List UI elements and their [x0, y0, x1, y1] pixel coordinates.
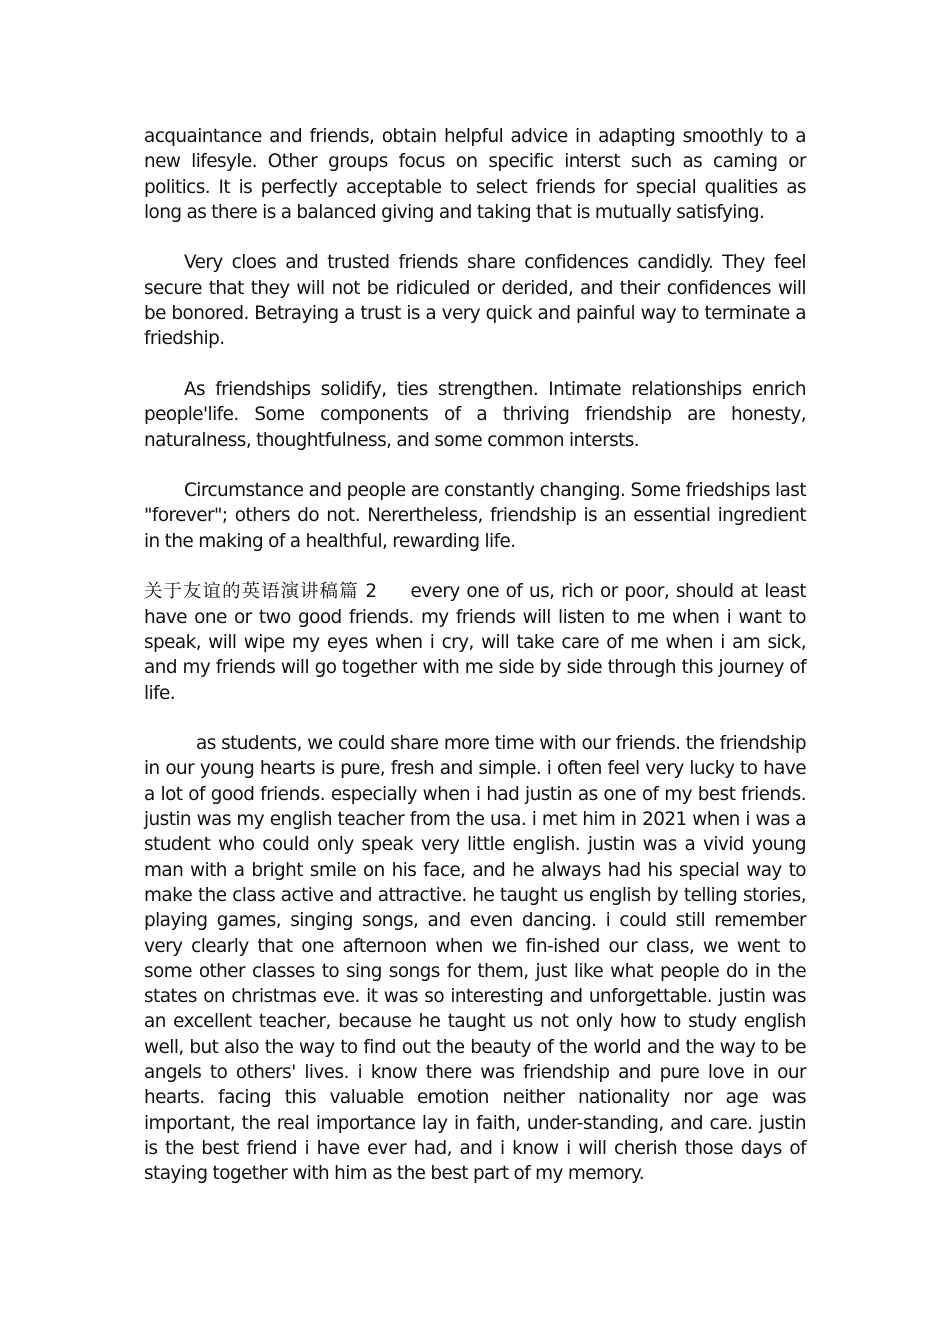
- paragraph-circumstance: Circumstance and people are constantly changing. Some friedships last "forever"; others do not. Nerertheless, friendship is an essential ingredient in the making of a healthful, rewarding life.: [144, 480, 806, 552]
- section-2-heading: 关于友谊的英语演讲稿篇 2: [144, 581, 377, 603]
- document-page: [144, 124, 806, 1212]
- section-2-body-paragraph: as students, we could share more time with our friends. the friendship in our young hearts is pure, fresh and simple. i often feel very lucky to have a lot of good friends. especially when i had justin as one of my best friends. justin was my english teacher from the usa. i met him in 2021 when i was a student who could only speak very little english. justin was a vivid young man with a bright smile on his face, and he always had his special way to make the class active and attractive. he taught us english by telling stories, playing games, singing songs, and even dancing. i could still remember very clearly that one afternoon when we fin-ished our class, we went to some other classes to sing songs for them, just like what people do in the states on christmas eve. it was so interesting and unforgettable. justin was an excellent teacher, because he taught us not only how to study english well, but also the way to find out the beauty of the world and the way to be angels to others' lives. i know there was friendship and pure love in our hearts. facing this valuable emotion neither nationality nor age was important, the real importance lay in faith, under-standing, and care. justin is the best friend i have ever had, and i know i will cherish those days of staying together with him as the best part of my memory.: [144, 733, 806, 1185]
- paragraph-intro-continued: acquaintance and friends, obtain helpful advice in adapting smoothly to a new lifesyle. Other groups focus on specific interst such as caming or politics. It is perfectly acceptable to select friends for special qualities as long as there is a balanced giving and taking that is mutually satisfying.: [144, 126, 806, 223]
- paragraph-friendships-solidify: As friendships solidify, ties strengthen. Intimate relationships enrich people'life. Some components of a thriving friendship are honesty, naturalness, thoughtfulness, and some common intersts.: [144, 378, 806, 451]
- section-2-opening-text: every one of us, rich or poor, should at least have one or two good friends. my friends will listen to me when i want to speak, will wipe my eyes when i cry, will take care of me when i am sick, and my friends will go together with me side by side through this journey of life.: [144, 581, 806, 704]
- paragraph-trusted-friends: Very cloes and trusted friends share confidences candidly. They feel secure that they will not be ridiculed or derided, and their confidences will be bonored. Betraying a trust is a very quick and painful way to terminate a friedship.: [144, 252, 806, 350]
- section-2-opening-paragraph: [144, 579, 806, 705]
